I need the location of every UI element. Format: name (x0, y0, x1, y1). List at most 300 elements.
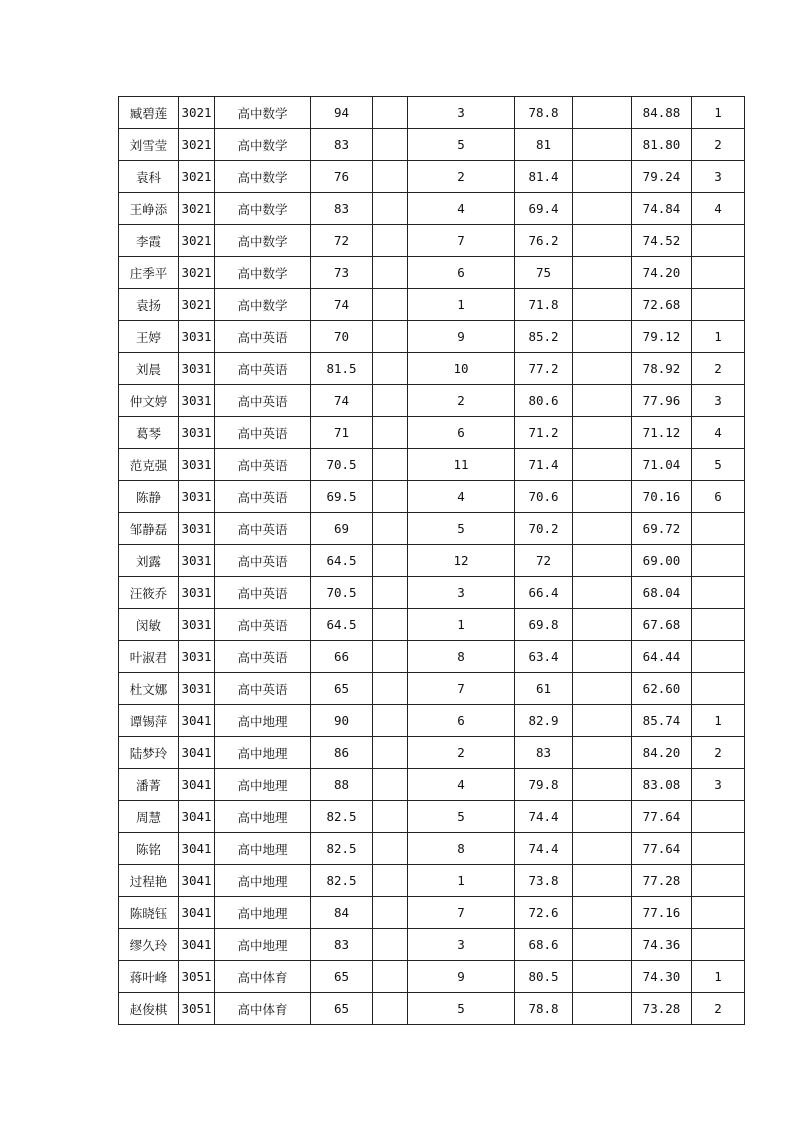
interview-score-cell: 71.2 (515, 417, 573, 449)
subject-cell: 高中地理 (215, 897, 311, 929)
draw-order-cell: 6 (408, 257, 515, 289)
table-row (119, 865, 745, 897)
written-score-cell: 74 (311, 385, 373, 417)
position-code-cell: 3021 (179, 129, 215, 161)
written-score-cell: 88 (311, 769, 373, 801)
name-cell: 刘雪莹 (119, 129, 179, 161)
empty-cell (373, 929, 408, 961)
rank-cell: 2 (692, 353, 745, 385)
table-row (119, 257, 745, 289)
position-code-cell: 3031 (179, 353, 215, 385)
empty-cell (373, 545, 408, 577)
table-row (119, 609, 745, 641)
empty-cell (573, 225, 632, 257)
position-code-cell: 3031 (179, 449, 215, 481)
total-score-cell: 79.12 (632, 321, 692, 353)
draw-order-cell: 4 (408, 193, 515, 225)
total-score-cell: 62.60 (632, 673, 692, 705)
written-score-cell: 90 (311, 705, 373, 737)
name-cell: 庄季平 (119, 257, 179, 289)
name-cell: 王峥添 (119, 193, 179, 225)
position-code-cell: 3021 (179, 289, 215, 321)
empty-cell (373, 897, 408, 929)
written-score-cell: 84 (311, 897, 373, 929)
rank-cell (692, 865, 745, 897)
rank-cell (692, 289, 745, 321)
draw-order-cell: 12 (408, 545, 515, 577)
interview-score-cell: 78.8 (515, 993, 573, 1025)
subject-cell: 高中数学 (215, 129, 311, 161)
written-score-cell: 73 (311, 257, 373, 289)
rank-cell (692, 929, 745, 961)
position-code-cell: 3021 (179, 193, 215, 225)
position-code-cell: 3041 (179, 801, 215, 833)
empty-cell (373, 513, 408, 545)
empty-cell (573, 353, 632, 385)
empty-cell (573, 865, 632, 897)
subject-cell: 高中数学 (215, 225, 311, 257)
empty-cell (373, 673, 408, 705)
name-cell: 周慧 (119, 801, 179, 833)
written-score-cell: 94 (311, 97, 373, 129)
table-row (119, 193, 745, 225)
total-score-cell: 84.88 (632, 97, 692, 129)
empty-cell (573, 417, 632, 449)
draw-order-cell: 7 (408, 225, 515, 257)
subject-cell: 高中数学 (215, 257, 311, 289)
total-score-cell: 74.36 (632, 929, 692, 961)
total-score-cell: 77.64 (632, 833, 692, 865)
subject-cell: 高中英语 (215, 481, 311, 513)
interview-score-cell: 72.6 (515, 897, 573, 929)
empty-cell (373, 609, 408, 641)
subject-cell: 高中地理 (215, 705, 311, 737)
written-score-cell: 72 (311, 225, 373, 257)
draw-order-cell: 11 (408, 449, 515, 481)
table-row (119, 129, 745, 161)
position-code-cell: 3031 (179, 609, 215, 641)
rank-cell (692, 897, 745, 929)
rank-cell: 4 (692, 417, 745, 449)
written-score-cell: 83 (311, 193, 373, 225)
empty-cell (573, 321, 632, 353)
empty-cell (573, 193, 632, 225)
empty-cell (573, 641, 632, 673)
table-row (119, 161, 745, 193)
empty-cell (573, 129, 632, 161)
draw-order-cell: 7 (408, 897, 515, 929)
subject-cell: 高中英语 (215, 513, 311, 545)
draw-order-cell: 10 (408, 353, 515, 385)
rank-cell: 6 (692, 481, 745, 513)
table-row (119, 353, 745, 385)
interview-score-cell: 74.4 (515, 801, 573, 833)
position-code-cell: 3041 (179, 705, 215, 737)
empty-cell (573, 961, 632, 993)
position-code-cell: 3021 (179, 257, 215, 289)
empty-cell (573, 513, 632, 545)
total-score-cell: 74.52 (632, 225, 692, 257)
total-score-cell: 67.68 (632, 609, 692, 641)
empty-cell (573, 705, 632, 737)
name-cell: 葛琴 (119, 417, 179, 449)
table-row (119, 289, 745, 321)
written-score-cell: 76 (311, 161, 373, 193)
empty-cell (373, 577, 408, 609)
rank-cell (692, 609, 745, 641)
empty-cell (573, 609, 632, 641)
position-code-cell: 3041 (179, 737, 215, 769)
draw-order-cell: 2 (408, 385, 515, 417)
written-score-cell: 65 (311, 961, 373, 993)
name-cell: 陈静 (119, 481, 179, 513)
interview-score-cell: 81.4 (515, 161, 573, 193)
subject-cell: 高中英语 (215, 353, 311, 385)
subject-cell: 高中英语 (215, 609, 311, 641)
position-code-cell: 3041 (179, 929, 215, 961)
written-score-cell: 69.5 (311, 481, 373, 513)
table-row (119, 449, 745, 481)
draw-order-cell: 8 (408, 641, 515, 673)
subject-cell: 高中地理 (215, 801, 311, 833)
written-score-cell: 70.5 (311, 577, 373, 609)
empty-cell (573, 289, 632, 321)
rank-cell: 2 (692, 129, 745, 161)
interview-score-cell: 80.6 (515, 385, 573, 417)
total-score-cell: 74.30 (632, 961, 692, 993)
draw-order-cell: 3 (408, 97, 515, 129)
interview-score-cell: 72 (515, 545, 573, 577)
empty-cell (573, 897, 632, 929)
draw-order-cell: 5 (408, 993, 515, 1025)
empty-cell (573, 97, 632, 129)
position-code-cell: 3031 (179, 513, 215, 545)
name-cell: 王婷 (119, 321, 179, 353)
rank-cell: 1 (692, 321, 745, 353)
name-cell: 臧碧莲 (119, 97, 179, 129)
table-row (119, 385, 745, 417)
interview-score-cell: 81 (515, 129, 573, 161)
written-score-cell: 83 (311, 929, 373, 961)
interview-score-cell: 61 (515, 673, 573, 705)
subject-cell: 高中地理 (215, 769, 311, 801)
interview-score-cell: 77.2 (515, 353, 573, 385)
total-score-cell: 77.28 (632, 865, 692, 897)
subject-cell: 高中英语 (215, 449, 311, 481)
position-code-cell: 3021 (179, 97, 215, 129)
name-cell: 邹静磊 (119, 513, 179, 545)
name-cell: 杜文娜 (119, 673, 179, 705)
empty-cell (373, 321, 408, 353)
empty-cell (573, 577, 632, 609)
total-score-cell: 69.00 (632, 545, 692, 577)
total-score-cell: 81.80 (632, 129, 692, 161)
name-cell: 陆梦玲 (119, 737, 179, 769)
empty-cell (573, 993, 632, 1025)
interview-score-cell: 78.8 (515, 97, 573, 129)
interview-score-cell: 82.9 (515, 705, 573, 737)
rank-cell: 3 (692, 769, 745, 801)
interview-score-cell: 71.8 (515, 289, 573, 321)
empty-cell (373, 865, 408, 897)
written-score-cell: 86 (311, 737, 373, 769)
position-code-cell: 3041 (179, 865, 215, 897)
total-score-cell: 70.16 (632, 481, 692, 513)
empty-cell (373, 833, 408, 865)
empty-cell (373, 257, 408, 289)
empty-cell (373, 385, 408, 417)
name-cell: 陈晓钰 (119, 897, 179, 929)
subject-cell: 高中英语 (215, 673, 311, 705)
interview-score-cell: 80.5 (515, 961, 573, 993)
empty-cell (373, 353, 408, 385)
subject-cell: 高中数学 (215, 289, 311, 321)
position-code-cell: 3021 (179, 161, 215, 193)
rank-cell: 5 (692, 449, 745, 481)
draw-order-cell: 7 (408, 673, 515, 705)
table-row (119, 737, 745, 769)
position-code-cell: 3031 (179, 481, 215, 513)
rank-cell (692, 513, 745, 545)
draw-order-cell: 2 (408, 161, 515, 193)
total-score-cell: 77.64 (632, 801, 692, 833)
subject-cell: 高中地理 (215, 737, 311, 769)
written-score-cell: 70.5 (311, 449, 373, 481)
position-code-cell: 3051 (179, 993, 215, 1025)
name-cell: 叶淑君 (119, 641, 179, 673)
total-score-cell: 77.96 (632, 385, 692, 417)
table-row (119, 673, 745, 705)
table-row (119, 513, 745, 545)
written-score-cell: 70 (311, 321, 373, 353)
empty-cell (573, 769, 632, 801)
interview-score-cell: 71.4 (515, 449, 573, 481)
subject-cell: 高中英语 (215, 641, 311, 673)
interview-score-cell: 79.8 (515, 769, 573, 801)
draw-order-cell: 9 (408, 961, 515, 993)
table-row (119, 481, 745, 513)
subject-cell: 高中数学 (215, 161, 311, 193)
table-row (119, 225, 745, 257)
written-score-cell: 69 (311, 513, 373, 545)
position-code-cell: 3031 (179, 545, 215, 577)
interview-score-cell: 85.2 (515, 321, 573, 353)
empty-cell (373, 641, 408, 673)
rank-cell (692, 225, 745, 257)
rank-cell (692, 673, 745, 705)
table-row (119, 97, 745, 129)
table-row (119, 417, 745, 449)
position-code-cell: 3051 (179, 961, 215, 993)
name-cell: 袁扬 (119, 289, 179, 321)
subject-cell: 高中英语 (215, 385, 311, 417)
position-code-cell: 3031 (179, 641, 215, 673)
name-cell: 刘晨 (119, 353, 179, 385)
table-row (119, 321, 745, 353)
total-score-cell: 68.04 (632, 577, 692, 609)
rank-cell: 1 (692, 705, 745, 737)
name-cell: 陈铭 (119, 833, 179, 865)
empty-cell (373, 737, 408, 769)
subject-cell: 高中数学 (215, 193, 311, 225)
subject-cell: 高中英语 (215, 545, 311, 577)
position-code-cell: 3031 (179, 673, 215, 705)
draw-order-cell: 1 (408, 865, 515, 897)
name-cell: 蒋叶峰 (119, 961, 179, 993)
empty-cell (573, 481, 632, 513)
draw-order-cell: 5 (408, 129, 515, 161)
name-cell: 范克强 (119, 449, 179, 481)
subject-cell: 高中地理 (215, 833, 311, 865)
position-code-cell: 3041 (179, 897, 215, 929)
position-code-cell: 3031 (179, 321, 215, 353)
empty-cell (373, 481, 408, 513)
draw-order-cell: 1 (408, 289, 515, 321)
written-score-cell: 74 (311, 289, 373, 321)
rank-cell: 1 (692, 961, 745, 993)
rank-cell: 3 (692, 161, 745, 193)
table-row (119, 929, 745, 961)
position-code-cell: 3041 (179, 833, 215, 865)
draw-order-cell: 6 (408, 705, 515, 737)
written-score-cell: 81.5 (311, 353, 373, 385)
position-code-cell: 3031 (179, 577, 215, 609)
written-score-cell: 66 (311, 641, 373, 673)
rank-cell (692, 545, 745, 577)
empty-cell (573, 737, 632, 769)
score-table (118, 96, 745, 1025)
rank-cell: 2 (692, 993, 745, 1025)
interview-score-cell: 70.2 (515, 513, 573, 545)
interview-score-cell: 74.4 (515, 833, 573, 865)
name-cell: 谭锡萍 (119, 705, 179, 737)
total-score-cell: 83.08 (632, 769, 692, 801)
subject-cell: 高中英语 (215, 417, 311, 449)
rank-cell (692, 577, 745, 609)
written-score-cell: 83 (311, 129, 373, 161)
draw-order-cell: 3 (408, 577, 515, 609)
written-score-cell: 82.5 (311, 865, 373, 897)
position-code-cell: 3031 (179, 417, 215, 449)
empty-cell (373, 97, 408, 129)
interview-score-cell: 75 (515, 257, 573, 289)
total-score-cell: 74.20 (632, 257, 692, 289)
rank-cell (692, 257, 745, 289)
rank-cell: 3 (692, 385, 745, 417)
draw-order-cell: 5 (408, 801, 515, 833)
table-row (119, 961, 745, 993)
rank-cell (692, 833, 745, 865)
draw-order-cell: 8 (408, 833, 515, 865)
empty-cell (573, 449, 632, 481)
draw-order-cell: 4 (408, 769, 515, 801)
empty-cell (373, 449, 408, 481)
empty-cell (373, 961, 408, 993)
interview-score-cell: 63.4 (515, 641, 573, 673)
interview-score-cell: 70.6 (515, 481, 573, 513)
draw-order-cell: 3 (408, 929, 515, 961)
table-row (119, 577, 745, 609)
position-code-cell: 3041 (179, 769, 215, 801)
empty-cell (373, 801, 408, 833)
total-score-cell: 73.28 (632, 993, 692, 1025)
draw-order-cell: 2 (408, 737, 515, 769)
total-score-cell: 69.72 (632, 513, 692, 545)
position-code-cell: 3021 (179, 225, 215, 257)
written-score-cell: 82.5 (311, 833, 373, 865)
interview-score-cell: 76.2 (515, 225, 573, 257)
draw-order-cell: 4 (408, 481, 515, 513)
name-cell: 刘露 (119, 545, 179, 577)
rank-cell: 2 (692, 737, 745, 769)
written-score-cell: 65 (311, 673, 373, 705)
subject-cell: 高中体育 (215, 961, 311, 993)
subject-cell: 高中英语 (215, 321, 311, 353)
empty-cell (373, 161, 408, 193)
rank-cell (692, 801, 745, 833)
total-score-cell: 71.12 (632, 417, 692, 449)
empty-cell (573, 801, 632, 833)
draw-order-cell: 1 (408, 609, 515, 641)
written-score-cell: 64.5 (311, 609, 373, 641)
name-cell: 李霞 (119, 225, 179, 257)
empty-cell (573, 257, 632, 289)
name-cell: 汪筱乔 (119, 577, 179, 609)
empty-cell (373, 769, 408, 801)
name-cell: 闵敏 (119, 609, 179, 641)
empty-cell (373, 225, 408, 257)
empty-cell (573, 545, 632, 577)
name-cell: 袁科 (119, 161, 179, 193)
empty-cell (373, 289, 408, 321)
interview-score-cell: 66.4 (515, 577, 573, 609)
empty-cell (373, 993, 408, 1025)
subject-cell: 高中英语 (215, 577, 311, 609)
total-score-cell: 72.68 (632, 289, 692, 321)
subject-cell: 高中体育 (215, 993, 311, 1025)
name-cell: 缪久玲 (119, 929, 179, 961)
table-body (119, 97, 745, 1025)
position-code-cell: 3031 (179, 385, 215, 417)
subject-cell: 高中地理 (215, 929, 311, 961)
table-row (119, 801, 745, 833)
total-score-cell: 74.84 (632, 193, 692, 225)
interview-score-cell: 69.8 (515, 609, 573, 641)
table-row (119, 833, 745, 865)
interview-score-cell: 73.8 (515, 865, 573, 897)
empty-cell (573, 161, 632, 193)
empty-cell (373, 193, 408, 225)
draw-order-cell: 6 (408, 417, 515, 449)
interview-score-cell: 68.6 (515, 929, 573, 961)
total-score-cell: 71.04 (632, 449, 692, 481)
table-row (119, 993, 745, 1025)
rank-cell (692, 641, 745, 673)
table-row (119, 769, 745, 801)
table-row (119, 641, 745, 673)
empty-cell (573, 673, 632, 705)
empty-cell (573, 833, 632, 865)
total-score-cell: 85.74 (632, 705, 692, 737)
rank-cell: 4 (692, 193, 745, 225)
name-cell: 潘菁 (119, 769, 179, 801)
table-row (119, 705, 745, 737)
empty-cell (573, 929, 632, 961)
subject-cell: 高中数学 (215, 97, 311, 129)
total-score-cell: 77.16 (632, 897, 692, 929)
written-score-cell: 82.5 (311, 801, 373, 833)
name-cell: 仲文婷 (119, 385, 179, 417)
